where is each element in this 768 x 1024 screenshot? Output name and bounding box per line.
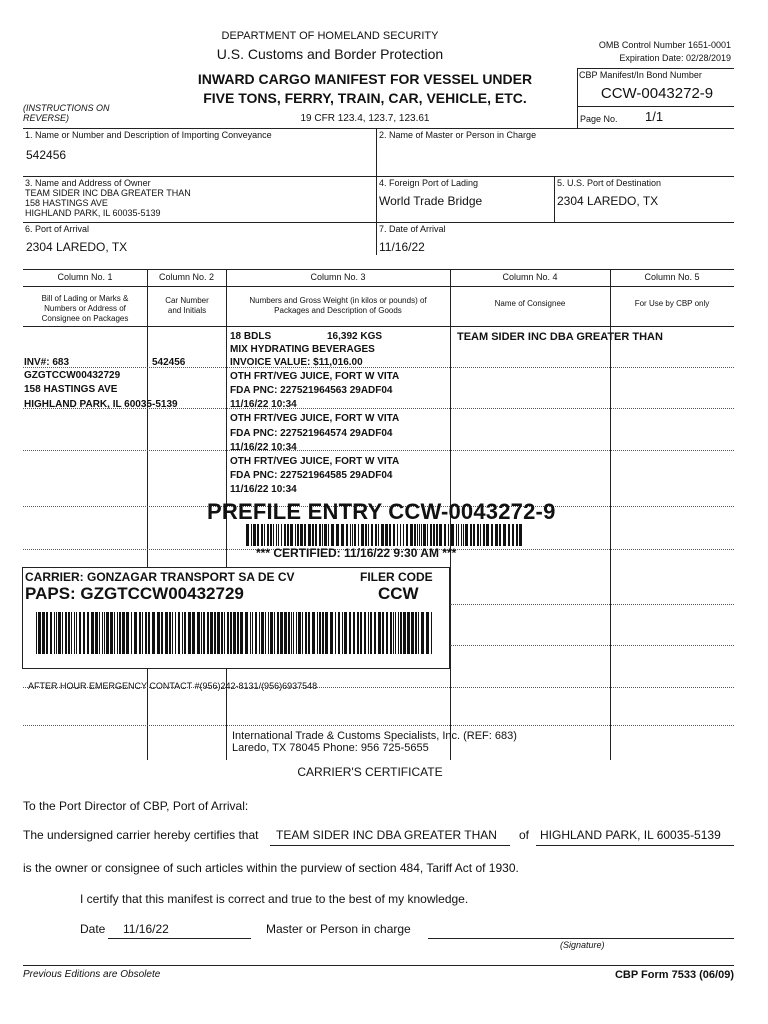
paps-number: PAPS: GZGTCCW00432729 (25, 584, 244, 603)
column-4-description: Name of Consignee (494, 299, 566, 308)
cargo-invoice: INV#: 683 (24, 357, 70, 368)
form-title-line1: INWARD CARGO MANIFEST FOR VESSEL UNDER (197, 71, 533, 87)
department-title: DEPARTMENT OF HOMELAND SECURITY (221, 30, 439, 42)
certificate-owner-line: is the owner or consignee of such articles within the purview of section 484, Tariff Act of 1930. (23, 861, 519, 875)
signature-label: (Signature) (560, 940, 605, 950)
goods-line-9: OTH FRT/VEG JUICE, FORT W VITA (230, 456, 400, 467)
destination-port-value: 2304 LAREDO, TX (557, 194, 659, 208)
certificate-to-line: To the Port Director of CBP, Port of Arrival: (23, 799, 249, 813)
master-label: Master or Person in charge (266, 922, 411, 936)
prefile-entry: PREFILE ENTRY CCW-0043272-9 (207, 499, 556, 524)
broker-name: International Trade & Customs Specialists, Inc. (REF: 683) (232, 730, 517, 742)
field-2-label: 2. Name of Master or Person in Charge (379, 130, 537, 140)
car-number: 542456 (152, 357, 186, 368)
goods-line-5: 11/16/22 10:34 (230, 399, 297, 410)
cargo-city: HIGHLAND PARK, IL 60035-5139 (24, 399, 178, 410)
field-6-label: 6. Port of Arrival (25, 224, 90, 234)
broker-address: Laredo, TX 78045 Phone: 956 725-5655 (232, 742, 429, 754)
column-2-number: Column No. 2 (158, 272, 215, 282)
column-3-description: Numbers and Gross Weight (in kilos or pounds) of Packages and Description of Goods (249, 296, 427, 315)
date-label: Date (80, 922, 106, 936)
field-7-label: 7. Date of Arrival (379, 224, 446, 234)
carrier-name: CARRIER: GONZAGAR TRANSPORT SA DE CV (25, 570, 295, 584)
conveyance-value: 542456 (26, 148, 67, 162)
gross-weight: 16,392 KGS (327, 331, 383, 342)
foreign-port-value: World Trade Bridge (379, 194, 483, 208)
goods-line-2: INVOICE VALUE: $11,016.00 (230, 357, 363, 368)
consignee-name: TEAM SIDER INC DBA GREATER THAN (457, 331, 663, 343)
page-number: 1/1 (645, 109, 664, 124)
prefile-barcode (246, 524, 522, 546)
goods-line-10: FDA PNC: 227521964585 29ADF04 (230, 470, 393, 481)
paps-barcode (36, 612, 434, 654)
form-title-line2: FIVE TONS, FERRY, TRAIN, CAR, VEHICLE, ETC. (203, 90, 527, 106)
footer-form-number: CBP Form 7533 (06/09) (614, 969, 734, 981)
expiration-date: Expiration Date: 02/28/2019 (619, 53, 731, 63)
certificate-owner: TEAM SIDER INC DBA GREATER THAN (276, 828, 497, 842)
certificate-certifies: The undersigned carrier hereby certifies that (23, 828, 259, 842)
certificate-heading: CARRIER'S CERTIFICATE (297, 765, 443, 779)
arrival-port-value: 2304 LAREDO, TX (26, 240, 128, 254)
footer-obsolete-note: Previous Editions are Obsolete (23, 969, 161, 980)
emergency-contact: AFTER HOUR EMERGENCY CONTACT #(956)242-8131/(956)6937548 (28, 681, 318, 691)
column-4-number: Column No. 4 (502, 272, 558, 282)
field-1-label: 1. Name or Number and Description of Importing Conveyance (25, 130, 272, 140)
cfr-reference: 19 CFR 123.4, 123.7, 123.61 (300, 113, 430, 124)
column-5-description: For Use by CBP only (634, 299, 710, 308)
date-value: 11/16/22 (123, 922, 169, 936)
goods-line-8: 11/16/22 10:34 (230, 442, 297, 453)
goods-line-11: 11/16/22 10:34 (230, 484, 297, 495)
certified-timestamp: *** CERTIFIED: 11/16/22 9:30 AM *** (256, 546, 457, 560)
signature-line[interactable] (428, 938, 734, 939)
instructions-note-2: REVERSE) (23, 113, 70, 123)
certificate-manifest-statement: I certify that this manifest is correct and true to the best of my knowledge. (80, 892, 469, 906)
goods-line-1: MIX HYDRATING BEVERAGES (230, 344, 375, 355)
cargo-street: 158 HASTINGS AVE (24, 384, 118, 395)
arrival-date-value: 11/16/22 (379, 240, 425, 254)
owner-name: TEAM SIDER INC DBA GREATER THAN (25, 188, 191, 198)
column-2-description: Car Number and Initials (165, 296, 209, 315)
field-3-label: 3. Name and Address of Owner (25, 178, 151, 188)
instructions-note: (INSTRUCTIONS ON (23, 103, 110, 113)
omb-control-number: OMB Control Number 1651-0001 (598, 40, 731, 50)
column-1-description: Bill of Lading or Marks & Numbers or Address of Consignee on Packages (41, 294, 129, 323)
package-quantity: 18 BDLS (230, 331, 272, 342)
manifest-number: CCW-0043272-9 (600, 85, 714, 102)
certificate-location: HIGHLAND PARK, IL 60035-5139 (540, 828, 721, 842)
filer-code: CCW (378, 584, 419, 603)
goods-line-3: OTH FRT/VEG JUICE, FORT W VITA (230, 371, 400, 382)
column-5-number: Column No. 5 (644, 272, 700, 282)
filer-code-label: FILER CODE (360, 570, 433, 584)
cargo-paps: GZGTCCW00432729 (24, 370, 121, 381)
field-5-label: 5. U.S. Port of Destination (557, 178, 662, 188)
certificate-of: of (519, 828, 530, 842)
owner-city: HIGHLAND PARK, IL 60035-5139 (25, 208, 161, 218)
owner-street: 158 HASTINGS AVE (25, 198, 108, 208)
field-4-label: 4. Foreign Port of Lading (379, 178, 479, 188)
goods-line-4: FDA PNC: 227521964563 29ADF04 (230, 385, 393, 396)
page-number-label: Page No. (580, 114, 618, 124)
goods-line-7: FDA PNC: 227521964574 29ADF04 (230, 428, 393, 439)
manifest-number-label: CBP Manifest/In Bond Number (579, 70, 702, 80)
agency-title: U.S. Customs and Border Protection (216, 46, 444, 62)
goods-line-6: OTH FRT/VEG JUICE, FORT W VITA (230, 413, 400, 424)
column-1-number: Column No. 1 (57, 272, 113, 282)
column-3-number: Column No. 3 (310, 272, 366, 282)
